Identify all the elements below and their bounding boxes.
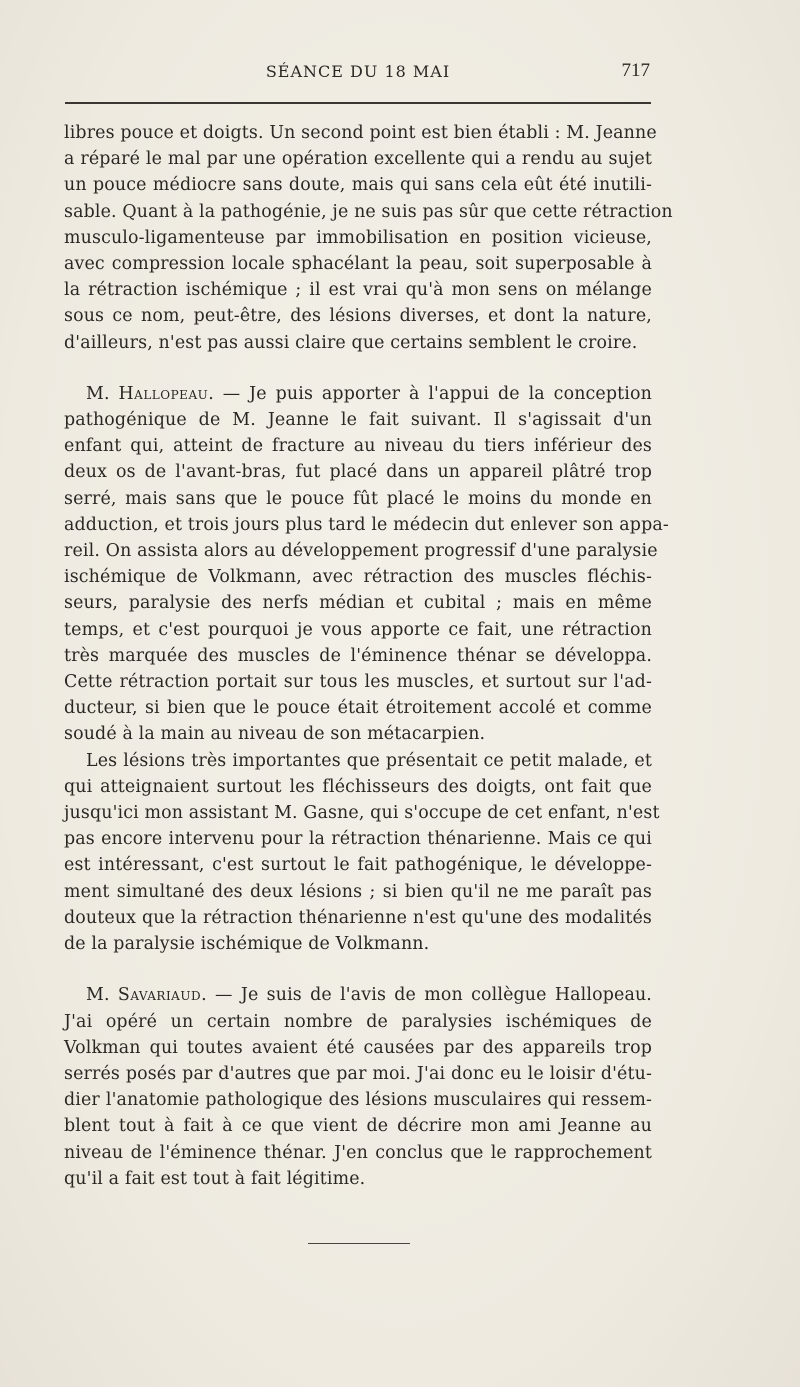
speaker-line-text: . — Je puis apporter à l'appui de la conception xyxy=(208,383,652,404)
speaker-line xyxy=(64,982,652,1008)
text-line: avec compression locale sphacélant la peau, soit superposable à xyxy=(64,254,652,275)
text-line: la rétraction ischémique ; il est vrai qu'à mon sens on mélange xyxy=(64,280,652,301)
text-line: adduction, et trois jours plus tard le médecin dut enlever son appa- xyxy=(64,514,669,535)
text-line: reil. On assista alors au développement progressif d'une paralysie xyxy=(64,541,658,562)
text-line: pas encore intervenu pour la rétraction thénarienne. Mais ce qui xyxy=(64,829,652,850)
text-line: qu'il a fait est tout à fait légitime. xyxy=(64,1168,366,1189)
text-line: enfant qui, atteint de fracture au niveau du tiers inférieur des xyxy=(64,436,652,457)
running-head xyxy=(64,62,652,86)
text-line: temps, et c'est pourquoi je vous apporte ce fait, une rétraction xyxy=(64,619,652,640)
page-number: 717 xyxy=(621,60,650,81)
paragraph-1 xyxy=(64,120,673,356)
text-line: seurs, paralysie des nerfs médian et cubital ; mais en même xyxy=(64,593,652,614)
text-line: qui atteignaient surtout les fléchisseurs des doigts, ont fait que xyxy=(64,776,652,797)
paragraph-hallopeau xyxy=(64,381,669,748)
text-line: niveau de l'éminence thénar. J'en conclus que le rapprochement xyxy=(64,1142,652,1163)
text-line: est intéressant, c'est surtout le fait pathogénique, le développe- xyxy=(64,855,652,876)
text-line: soudé à la main au niveau de son métacarpien. xyxy=(64,724,486,745)
paragraph-gap xyxy=(64,957,652,982)
text-line: musculo-ligamenteuse par immobilisation en position vicieuse, xyxy=(64,227,652,248)
text-line: deux os de l'avant-bras, fut placé dans un appareil plâtré trop xyxy=(64,462,652,483)
text-line: dier l'anatomie pathologique des lésions musculaires qui ressem- xyxy=(64,1090,652,1111)
text-line: Volkman qui toutes avaient été causées par des appareils trop xyxy=(64,1037,652,1058)
header-rule xyxy=(65,102,651,104)
text-line: d'ailleurs, n'est pas aussi claire que certains semblent le croire. xyxy=(64,332,638,353)
paragraph-3 xyxy=(64,748,660,958)
text-line: pathogénique de M. Jeanne le fait suivant. Il s'agissait d'un xyxy=(64,410,652,431)
speaker-name: Hallopeau xyxy=(118,383,209,404)
text-line: libres pouce et doigts. Un second point est bien établi : M. Jeanne xyxy=(64,123,657,143)
body-text xyxy=(64,120,673,1192)
text-line: J'ai opéré un certain nombre de paralysies ischémiques de xyxy=(64,1011,652,1032)
running-head-title: SÉANCE DU 18 MAI xyxy=(265,62,451,81)
text-line: jusqu'ici mon assistant M. Gasne, qui s'occupe de cet enfant, n'est xyxy=(64,803,660,824)
text-line: ment simultané des deux lésions ; si bien qu'il ne me paraît pas xyxy=(64,881,652,902)
text-line: très marquée des muscles de l'éminence thénar se développa. xyxy=(64,645,652,666)
speaker-prefix: M. xyxy=(86,383,119,404)
speaker-prefix: M. xyxy=(86,985,118,1006)
text-line: Cette rétraction portait sur tous les muscles, et surtout sur l'ad- xyxy=(64,672,652,693)
text-line: serrés posés par d'autres que par moi. J'ai donc eu le loisir d'étu- xyxy=(64,1063,652,1084)
paragraph-gap xyxy=(64,356,652,381)
text-line: de la paralysie ischémique de Volkmann. xyxy=(64,934,430,955)
section-end-rule xyxy=(308,1243,410,1244)
paragraph-savariaud xyxy=(64,982,652,1192)
text-line: serré, mais sans que le pouce fût placé le moins du monde en xyxy=(64,488,652,509)
text-line: Les lésions très importantes que présentait ce petit malade, et xyxy=(86,750,652,771)
text-line: sous ce nom, peut-être, des lésions diverses, et dont la nature, xyxy=(64,306,652,327)
text-line: ischémique de Volkmann, avec rétraction des muscles fléchis- xyxy=(64,567,652,588)
speaker-line-text: . — Je suis de l'avis de mon collègue Hallopeau. xyxy=(201,985,652,1006)
text-line: sable. Quant à la pathogénie, je ne suis pas sûr que cette rétraction xyxy=(64,201,673,222)
text-line: a réparé le mal par une opération excellente qui a rendu au sujet xyxy=(64,149,652,170)
text-line: douteux que la rétraction thénarienne n'est qu'une des modalités xyxy=(64,907,652,928)
text-line: blent tout à fait à ce que vient de décrire mon ami Jeanne au xyxy=(64,1116,652,1137)
speaker-name: Savariaud xyxy=(117,985,202,1006)
speaker-line xyxy=(64,381,652,407)
text-line: ducteur, si bien que le pouce était étroitement accolé et comme xyxy=(64,698,652,719)
text-line: un pouce médiocre sans doute, mais qui sans cela eût été inutili- xyxy=(64,175,652,196)
